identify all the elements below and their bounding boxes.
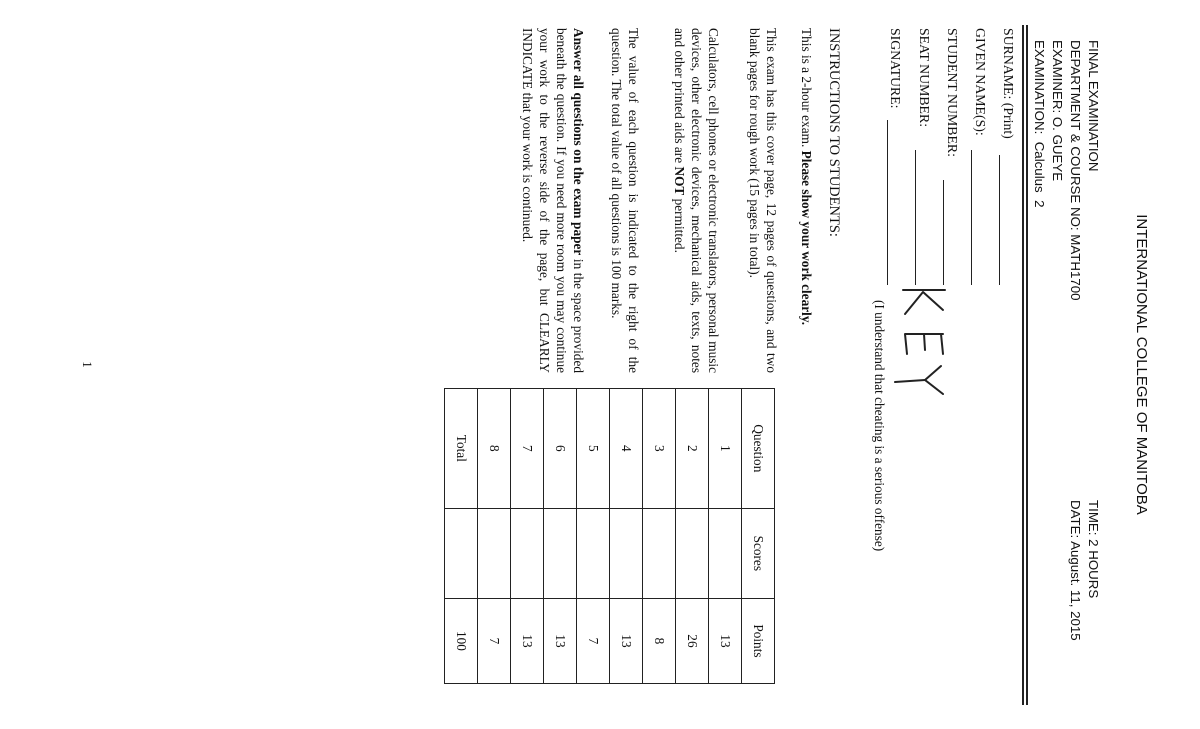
- table-row: [676, 389, 709, 684]
- score-cell[interactable]: [643, 508, 676, 598]
- instruction-marks: The value of each question is indicated to the right of the question. The total value of all questions is 100 marks.: [609, 28, 641, 373]
- exam-info: [1030, 40, 1102, 301]
- instructions-heading: INSTRUCTIONS TO STUDENTS:: [826, 28, 842, 237]
- question-number: 8: [478, 389, 511, 509]
- exam-type: FINAL EXAMINATION: [1086, 40, 1101, 172]
- total-points: 100: [445, 598, 478, 683]
- examiner: EXAMINER: O. GUEYE: [1050, 40, 1065, 182]
- table-row: [577, 389, 610, 684]
- points-value: 7: [478, 598, 511, 683]
- header-rule-2: [1022, 25, 1024, 705]
- score-cell[interactable]: [676, 508, 709, 598]
- score-cell[interactable]: [709, 508, 742, 598]
- table-row: [544, 389, 577, 684]
- given-names-label: GIVEN NAME(S):: [973, 28, 988, 136]
- student-number-label: STUDENT NUMBER:: [945, 28, 960, 157]
- page-number: 1: [80, 361, 95, 368]
- exam-date: DATE: August. 11, 2015: [1068, 500, 1083, 641]
- score-cell[interactable]: [577, 508, 610, 598]
- signature-label: SIGNATURE:: [888, 28, 903, 109]
- points-value: 8: [643, 598, 676, 683]
- points-value: 13: [610, 598, 643, 683]
- points-value: 13: [544, 598, 577, 683]
- instruction-answers: Answer all questions on the exam paper in the space provided beneath the question. If you need more room you may continue your work to the reverse side of the page, but CLEARLY INDICATE that your work is continued.: [520, 28, 586, 373]
- exam-time: TIME: 2 HOURS: [1086, 500, 1101, 599]
- time-date-info: [1066, 500, 1102, 641]
- question-number: 3: [643, 389, 676, 509]
- points-value: 26: [676, 598, 709, 683]
- given-names-field[interactable]: [971, 150, 972, 285]
- question-number: 1: [709, 389, 742, 509]
- total-score-cell[interactable]: [445, 508, 478, 598]
- table-header-row: [742, 389, 775, 684]
- header-rule: [1026, 25, 1028, 705]
- table-row: [511, 389, 544, 684]
- score-cell[interactable]: [478, 508, 511, 598]
- instruction-duration: This is a 2-hour exam. Please show your work clearly.: [799, 28, 814, 326]
- table-total-row: [445, 389, 478, 684]
- examination-title: EXAMINATION: Calculus 2: [1032, 40, 1047, 208]
- instruction-aids: Calculators, cell phones or electronic translators, personal music devices, other electronic devices, mechanical aids, texts, notes and other printed aids are NOT permitted.: [672, 28, 721, 373]
- course-number: DEPARTMENT & COURSE NO: MATH1700: [1068, 40, 1083, 301]
- question-number: 5: [577, 389, 610, 509]
- points-value: 7: [577, 598, 610, 683]
- table-row: [610, 389, 643, 684]
- score-cell[interactable]: [544, 508, 577, 598]
- handwritten-signature: [875, 250, 955, 470]
- table-row: [478, 389, 511, 684]
- question-number: 6: [544, 389, 577, 509]
- question-number: 7: [511, 389, 544, 509]
- score-cell[interactable]: [511, 508, 544, 598]
- score-table: [444, 388, 775, 684]
- total-label: Total: [445, 389, 478, 509]
- surname-label: SURNAME: (Print): [1001, 28, 1016, 139]
- question-header: Question: [742, 389, 775, 509]
- surname-field[interactable]: [999, 155, 1000, 285]
- cheating-notice: (I understand that cheating is a serious offense): [872, 300, 887, 552]
- college-name: INTERNATIONAL COLLEGE OF MANITOBA: [1133, 214, 1150, 515]
- points-header: Points: [742, 598, 775, 683]
- table-row: [709, 389, 742, 684]
- question-number: 2: [676, 389, 709, 509]
- question-number: 4: [610, 389, 643, 509]
- scores-header: Scores: [742, 508, 775, 598]
- seat-number-label: SEAT NUMBER:: [917, 28, 932, 128]
- score-cell[interactable]: [610, 508, 643, 598]
- table-row: [643, 389, 676, 684]
- points-value: 13: [511, 598, 544, 683]
- points-value: 13: [709, 598, 742, 683]
- instruction-pages: This exam has this cover page, 12 pages of questions, and two blank pages for rough work (15 pages in total).: [747, 28, 779, 373]
